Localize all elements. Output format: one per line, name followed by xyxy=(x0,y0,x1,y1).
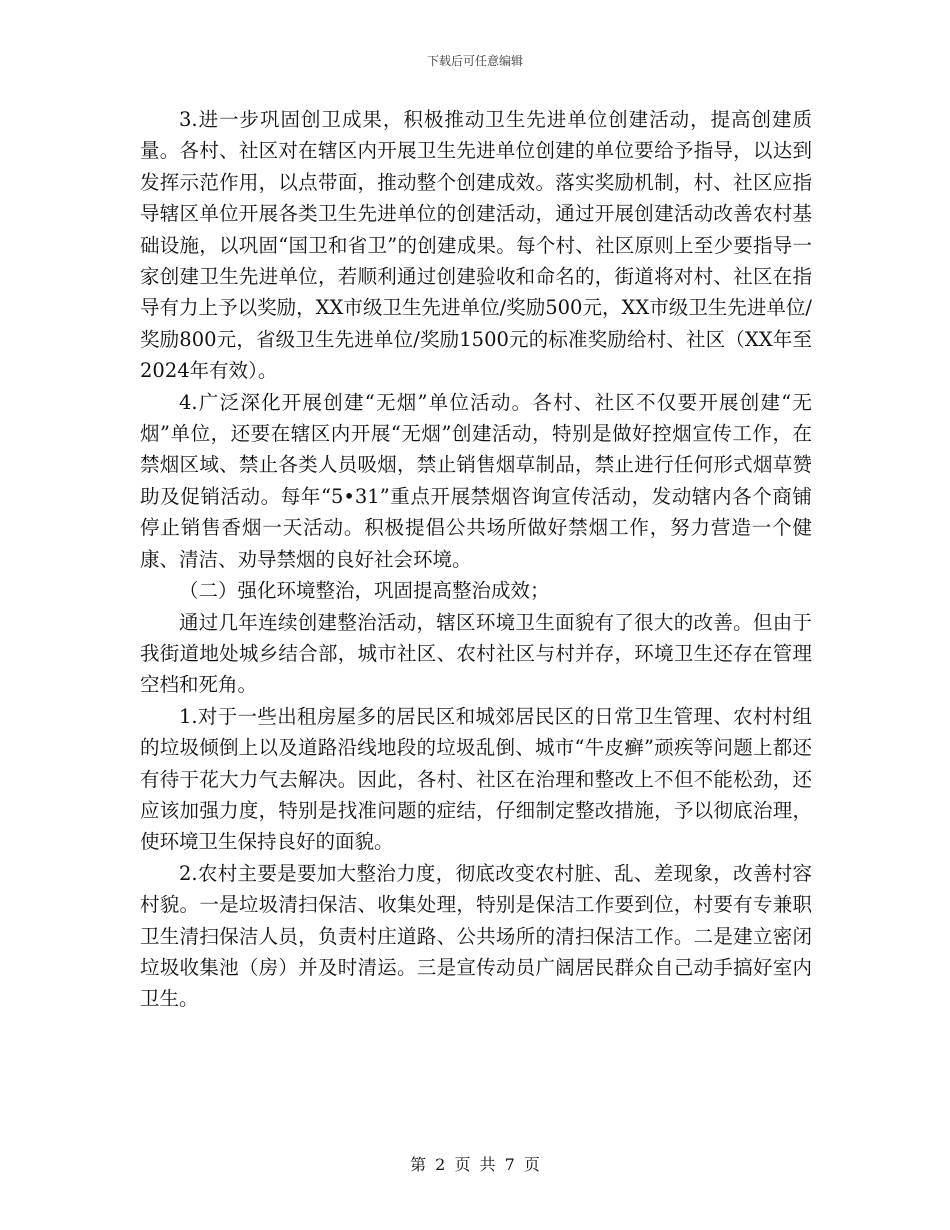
paragraph-item-3: 3.进一步巩固创卫成果，积极推动卫生先进单位创建活动，提高创建质量。各村、社区对在辖区内开展卫生先进单位创建的单位要给予指导，以达到发挥示范作用，以点带面，推动整个创建成效。落实奖励机制，村、社区应指导辖区单位开展各类卫生先进单位的创建活动，通过开展创建活动改善农村基础设施，以巩固“国卫和省卫”的创建成果。每个村、社区原则上至少要指导一家创建卫生先进单位，若顺利通过创建验收和命名的，街道将对村、社区在指导有力上予以奖励，XX市级卫生先进单位/奖励500元，XX市级卫生先进单位/奖励800元，省级卫生先进单位/奖励1500元的标准奖励给村、社区（XX年至2024年有效）。 xyxy=(140,108,812,383)
page-footer: 第 2 页 共 7 页 xyxy=(410,1155,540,1174)
document-body xyxy=(140,104,812,1015)
section-heading: （二）强化环境整治，巩固提高整治成效； xyxy=(179,579,550,603)
paragraph-item-4: 4.广泛深化开展创建“无烟”单位活动。各村、社区不仅要开展创建“无烟”单位，还要在辖区内开展“无烟”创建活动，特别是做好控烟宣传工作，在禁烟区域、禁止各类人员吸烟，禁止销售烟草制品，禁止进行任何形式烟草赞助及促销活动。每年“5•31”重点开展禁烟咨询宣传活动，发动辖内各个商铺停止销售香烟一天活动。积极提倡公共场所做好禁烟工作，努力营造一个健康、清洁、劝导禁烟的良好社会环境。 xyxy=(140,390,812,571)
paragraph-item-2: 2.农村主要是要加大整治力度，彻底改变农村脏、乱、差现象，改善村容村貌。一是垃圾清扫保洁、收集处理，特别是保洁工作要到位，村要有专兼职卫生清扫保洁人员，负责村庄道路、公共场所的清扫保洁工作。二是建立密闭垃圾收集池（房）并及时清运。三是宣传动员广阔居民群众自己动手搞好室内卫生。 xyxy=(140,861,812,1011)
paragraph-intro: 通过几年连续创建整治活动，辖区环境卫生面貌有了很大的改善。但由于我街道地处城乡结合部，城市社区、农村社区与村并存，环境卫生还存在管理空档和死角。 xyxy=(140,610,812,697)
page-header: 下载后可任意编辑 xyxy=(426,54,523,68)
paragraph-item-1: 1.对于一些出租房屋多的居民区和城郊居民区的日常卫生管理、农村村组的垃圾倾倒上以及道路沿线地段的垃圾乱倒、城市“牛皮癣”顽疾等问题上都还有待于花大力气去解决。因此，各村、社区在治理和整改上不但不能松劲，还应该加强力度，特别是找准问题的症结，仔细制定整改措施，予以彻底治理，使环境卫生保持良好的面貌。 xyxy=(140,704,812,854)
